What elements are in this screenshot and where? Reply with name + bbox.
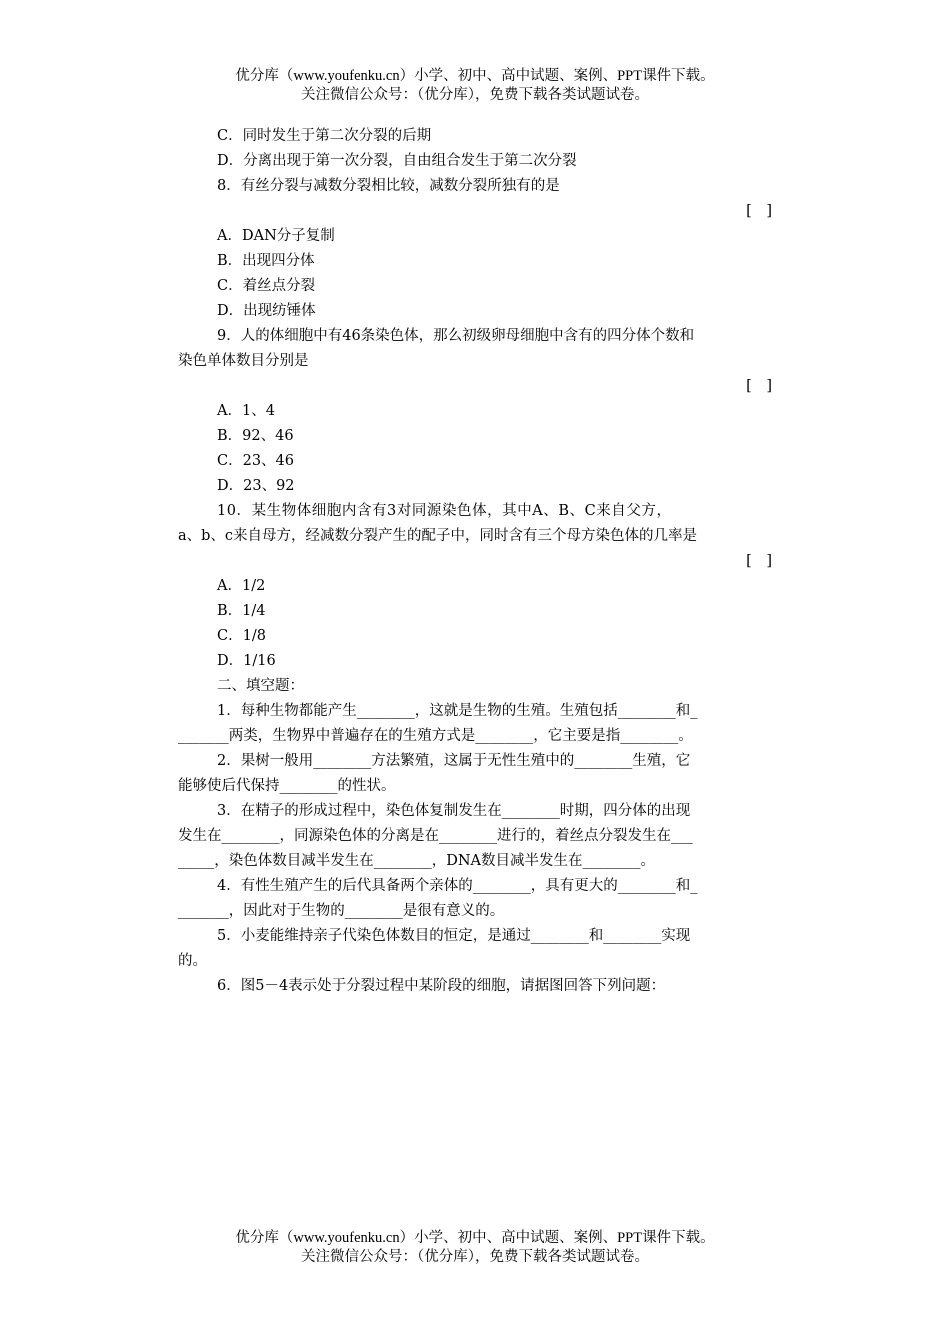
q10-option-d: D．1/16	[217, 653, 276, 669]
q9-answer-bracket: [ ]	[746, 378, 772, 394]
q7-option-c: C．同时发生于第二次分裂的后期	[217, 128, 432, 144]
q9-stem-line-2: 染色单体数目分别是	[178, 353, 309, 369]
footer-line-2: 关注微信公众号：（优分库），免费下载各类试题试卷。	[301, 1249, 649, 1265]
q8-option-b: B．出现四分体	[217, 253, 315, 269]
q9-option-b: B．92、46	[217, 428, 294, 444]
q10-option-c: C．1/8	[217, 628, 266, 644]
header-line-1: 优分库（www.youfenku.cn）小学、初中、高中试题、案例、PPT课件下载。	[235, 68, 715, 84]
fill-q1-line-2: _______两类，生物界中普遍存在的生殖方式是________，它主要是指________。	[178, 728, 693, 744]
fill-q6: 6．图5－4表示处于分裂过程中某阶段的细胞，请据图回答下列问题：	[217, 978, 666, 994]
q9-option-c: C．23、46	[217, 453, 294, 469]
footer-line-1: 优分库（www.youfenku.cn）小学、初中、高中试题、案例、PPT课件下载。	[235, 1230, 715, 1246]
header-line-2: 关注微信公众号：（优分库），免费下载各类试题试卷。	[301, 87, 649, 103]
q8-option-a: A．DAN分子复制	[217, 228, 335, 244]
fill-q1-line-1: 1．每种生物都能产生________，这就是生物的生殖。生殖包括________和_	[217, 703, 698, 719]
q8-option-d: D．出现纺锤体	[217, 303, 316, 319]
section-title-fill-blank: 二、填空题：	[217, 678, 304, 694]
q9-option-a: A．1、4	[217, 403, 275, 419]
q10-option-b: B．1/4	[217, 603, 266, 619]
q8-stem: 8．有丝分裂与减数分裂相比较，减数分裂所独有的是	[217, 178, 560, 194]
q8-answer-bracket: [ ]	[746, 203, 772, 219]
q9-stem-line-1: 9．人的体细胞中有46条染色体，那么初级卵母细胞中含有的四分体个数和	[217, 328, 695, 344]
q10-stem-line-1: 10．某生物体细胞内含有3对同源染色体，其中A、B、C来自父方，	[217, 503, 672, 519]
fill-q3-line-1: 3．在精子的形成过程中，染色体复制发生在________时期，四分体的出现	[217, 803, 691, 819]
fill-q5-line-2: 的。	[178, 953, 207, 969]
q10-stem-line-2: a、b、c来自母方，经减数分裂产生的配子中，同时含有三个母方染色体的几率是	[178, 528, 698, 544]
q9-option-d: D．23、92	[217, 478, 295, 494]
fill-q2-line-2: 能够使后代保持________的性状。	[178, 778, 396, 794]
fill-q3-line-3: _____，染色体数目减半发生在________，DNA数目减半发生在________。	[178, 853, 656, 869]
q10-answer-bracket: [ ]	[746, 553, 772, 569]
fill-q4-line-1: 4．有性生殖产生的后代具备两个亲体的________，具有更大的________和_	[217, 878, 698, 894]
page-footer	[0, 1229, 950, 1267]
q8-option-c: C．着丝点分裂	[217, 278, 316, 294]
fill-q4-line-2: _______，因此对于生物的________是很有意义的。	[178, 903, 505, 919]
q10-option-a: A．1/2	[217, 578, 266, 594]
fill-q2-line-1: 2．果树一般用________方法繁殖，这属于无性生殖中的________生殖，它	[217, 753, 691, 769]
page-header	[0, 67, 950, 105]
document-body	[178, 124, 776, 999]
q7-option-d: D．分离出现于第一次分裂，自由组合发生于第二次分裂	[217, 153, 577, 169]
fill-q3-line-2: 发生在________，同源染色体的分离是在________进行的，着丝点分裂发生在___	[178, 828, 693, 844]
fill-q5-line-1: 5．小麦能维持亲子代染色体数目的恒定，是通过________和________实现	[217, 928, 691, 944]
